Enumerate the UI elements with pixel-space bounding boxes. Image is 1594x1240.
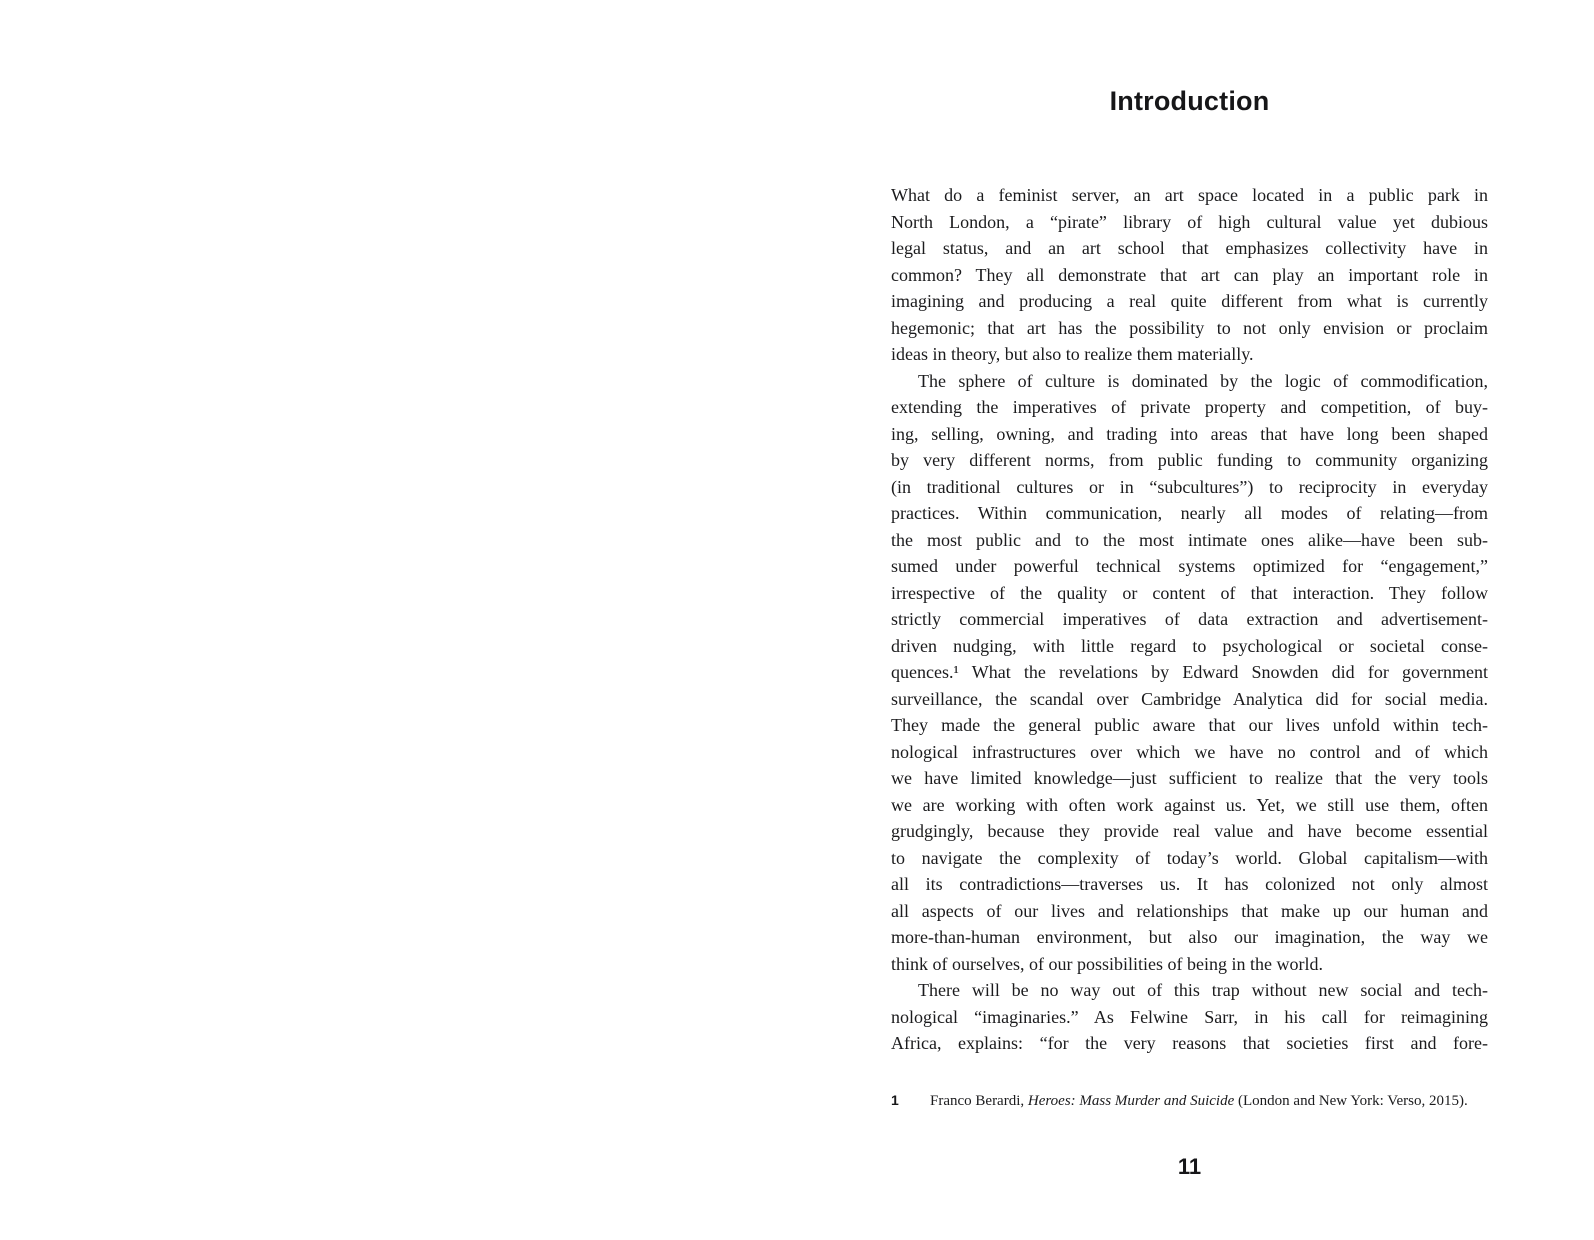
body-line: to navigate the complexity of today’s world. Global capitalism—with [891, 847, 1488, 868]
body-line: driven nudging, with little regard to psychological or societal conse- [891, 635, 1488, 656]
footnote-text [930, 1091, 1488, 1111]
body-line: Africa, explains: “for the very reasons that societies first and fore- [891, 1033, 1488, 1053]
paragraph [891, 182, 1488, 368]
body-line: we are working with often work against us. Yet, we still use them, often [891, 794, 1488, 815]
body-line: extending the imperatives of private property and competition, of buy- [891, 397, 1488, 417]
body-line: (in traditional cultures or in “subcultures”) to reciprocity in everyday [891, 476, 1488, 497]
body-line: practices. Within communication, nearly all modes of relating—from [891, 503, 1488, 523]
body-line: by very different norms, from public funding to community organizing [891, 450, 1488, 470]
body-line: What do a feminist server, an art space located in a public park in [891, 185, 1488, 205]
body-line: quences.¹ What the revelations by Edward Snowden did for government [891, 662, 1488, 682]
body-line: surveillance, the scandal over Cambridge Analytica did for social media. [891, 688, 1488, 709]
body-line: North London, a “pirate” library of high cultural value yet dubious [891, 211, 1488, 232]
body-line: grudgingly, because they provide real value and have become essential [891, 821, 1488, 841]
footnote-citation-pre: Franco Berardi, [930, 1093, 1028, 1109]
body-line: nological infrastructures over which we have no control and of which [891, 741, 1488, 762]
body-text [891, 182, 1488, 1057]
body-line: sumed under powerful technical systems optimized for “engagement,” [891, 556, 1488, 576]
paragraph [891, 977, 1488, 1057]
body-line: nological “imaginaries.” As Felwine Sarr, in his call for reimagining [891, 1006, 1488, 1027]
footnote-book-title: Heroes: Mass Murder and Suicide [1027, 1093, 1235, 1109]
body-line: more-than-human environment, but also our imagination, the way we [891, 927, 1488, 947]
footnote-citation-post: (London and New York: Verso, 2015). [1234, 1093, 1468, 1109]
body-line: ideas in theory, but also to realize them materially. [891, 344, 1254, 364]
body-line: ing, selling, owning, and trading into areas that have long been shaped [891, 423, 1488, 444]
body-line: irrespective of the quality or content of that interaction. They follow [891, 582, 1488, 603]
footnote-number: 1 [891, 1092, 899, 1108]
page-number: 11 [1177, 1154, 1202, 1179]
body-line: strictly commercial imperatives of data extraction and advertisement- [891, 609, 1488, 629]
body-line: The sphere of culture is dominated by the logic of commodification, [918, 370, 1488, 391]
footnote [891, 1090, 1488, 1111]
paragraph [891, 368, 1488, 978]
body-line: imagining and producing a real quite different from what is currently [891, 291, 1488, 311]
body-line: we have limited knowledge—just sufficient to realize that the very tools [891, 768, 1488, 788]
body-line: think of ourselves, of our possibilities of being in the world. [891, 953, 1323, 974]
body-line: There will be no way out of this trap without new social and tech- [918, 980, 1488, 1000]
body-line: all its contradictions—traverses us. It has colonized not only almost [891, 874, 1488, 894]
body-line: all aspects of our lives and relationships that make up our human and [891, 900, 1488, 921]
chapter-title: Introduction [1109, 86, 1270, 116]
body-line: the most public and to the most intimate ones alike—have been sub- [891, 529, 1488, 550]
body-line: hegemonic; that art has the possibility to not only envision or proclaim [891, 317, 1488, 338]
body-line: common? They all demonstrate that art can play an important role in [891, 264, 1488, 285]
body-line: They made the general public aware that our lives unfold within tech- [891, 715, 1488, 735]
body-line: legal status, and an art school that emphasizes collectivity have in [891, 238, 1488, 258]
